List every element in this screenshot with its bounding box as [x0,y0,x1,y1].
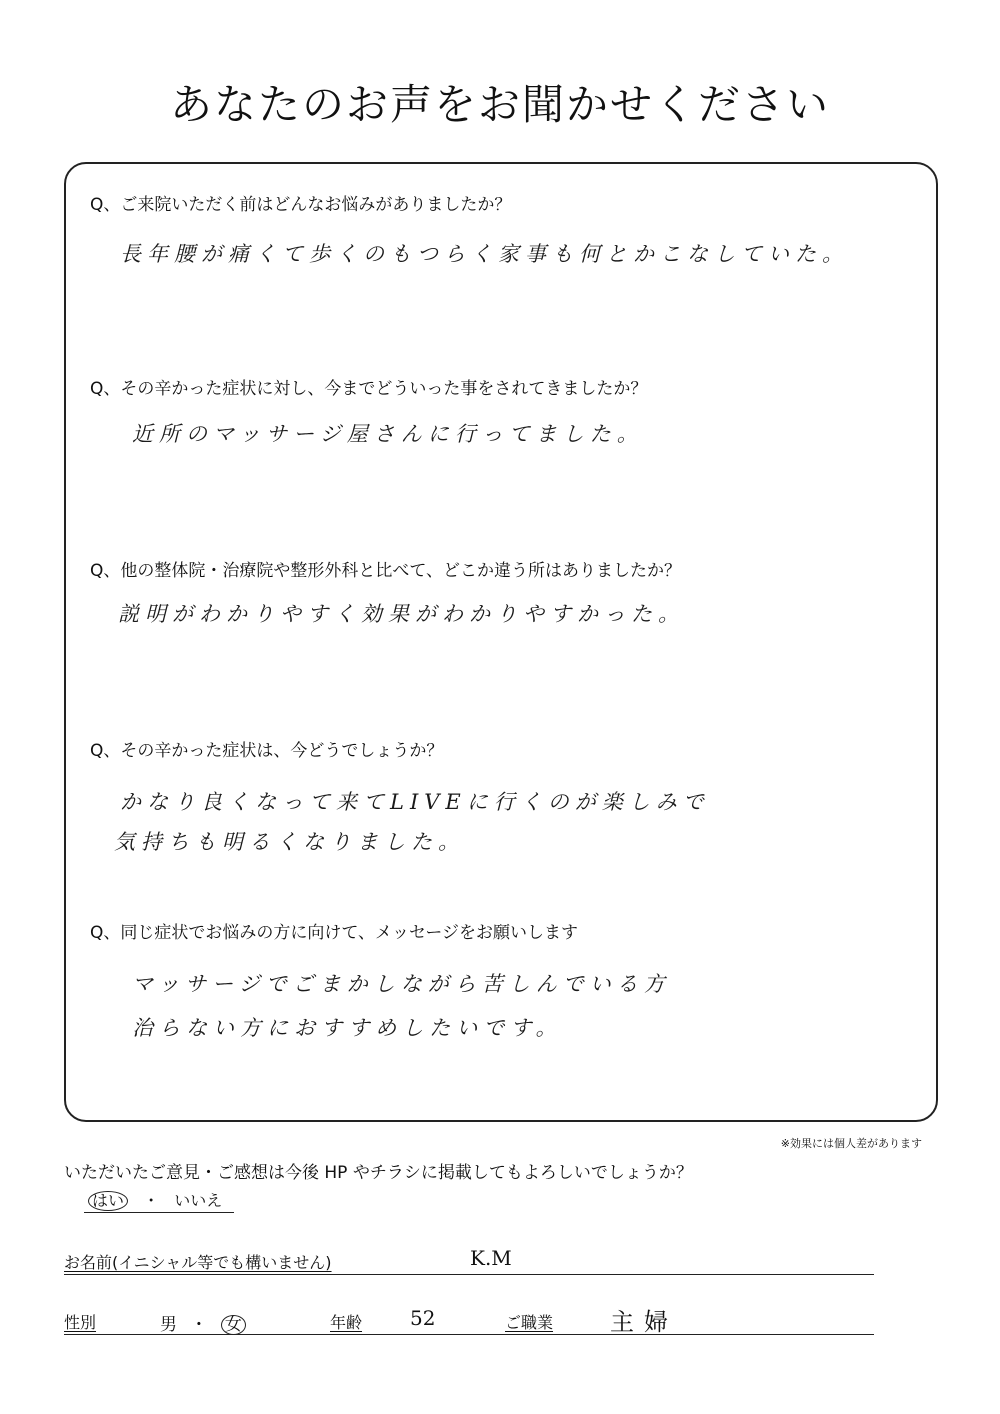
question-1: Q、ご来院いただく前はどんなお悩みがありましたか？ [90,195,512,215]
consent-yes-option[interactable]: はい [88,1191,128,1211]
job-value[interactable]: 主婦 [610,1308,678,1336]
answer-2-line-1: 近所のマッサージ屋さんに行ってました。 [132,422,644,446]
name-underline [64,1274,874,1275]
details-underline [64,1334,874,1335]
answer-1-line-1: 長年腰が痛くて歩くのもつらく家事も何とかこなしていた。 [120,242,849,266]
page-title: あなたのお声をお聞かせください [169,80,830,129]
gender-male-option[interactable]: 男 [160,1315,177,1335]
gender-options [160,1310,246,1335]
gender-label: 性別 [64,1313,97,1332]
consent-options [88,1188,222,1211]
answer-5-line-1: マッサージでごまかしながら苦しんでいる方 [132,972,671,996]
consent-separator: ・ [143,1191,160,1210]
disclaimer-note: ※効果には個人差があります [780,1137,922,1150]
question-5: Q、同じ症状でお悩みの方に向けて、メッセージをお願いします [90,923,579,943]
gender-separator: ・ [190,1315,208,1335]
name-label: お名前(イニシャル等でも構いません) [64,1253,332,1272]
gender-female-option[interactable]: 女 [221,1315,246,1335]
consent-underline [84,1212,234,1213]
age-value[interactable]: 52 [410,1306,436,1330]
name-value[interactable]: K.M [470,1246,512,1270]
age-label: 年齢 [330,1313,363,1332]
question-2: Q、その辛かった症状に対し、今までどういった事をされてきましたか？ [90,379,648,399]
answer-4-line-2: 気持ちも明るくなりました。 [114,830,465,854]
consent-question: いただいたご意見・ご感想は今後 HP やチラシに掲載してもよろしいでしょうか？ [64,1163,693,1183]
job-label: ご職業 [505,1313,554,1332]
consent-no-option[interactable]: いいえ [174,1191,223,1210]
answer-5-line-2: 治らない方におすすめしたいです。 [132,1016,563,1040]
answer-4-line-1: かなり良くなって来てLIVEに行くのが楽しみで [120,790,710,814]
question-3: Q、他の整体院・治療院や整形外科と比べて、どこか違う所はありましたか？ [90,561,682,581]
question-4: Q、その辛かった症状は、今どうでしょうか？ [90,741,444,761]
answer-3-line-1: 説明がわかりやすく効果がわかりやすかった。 [118,602,685,626]
